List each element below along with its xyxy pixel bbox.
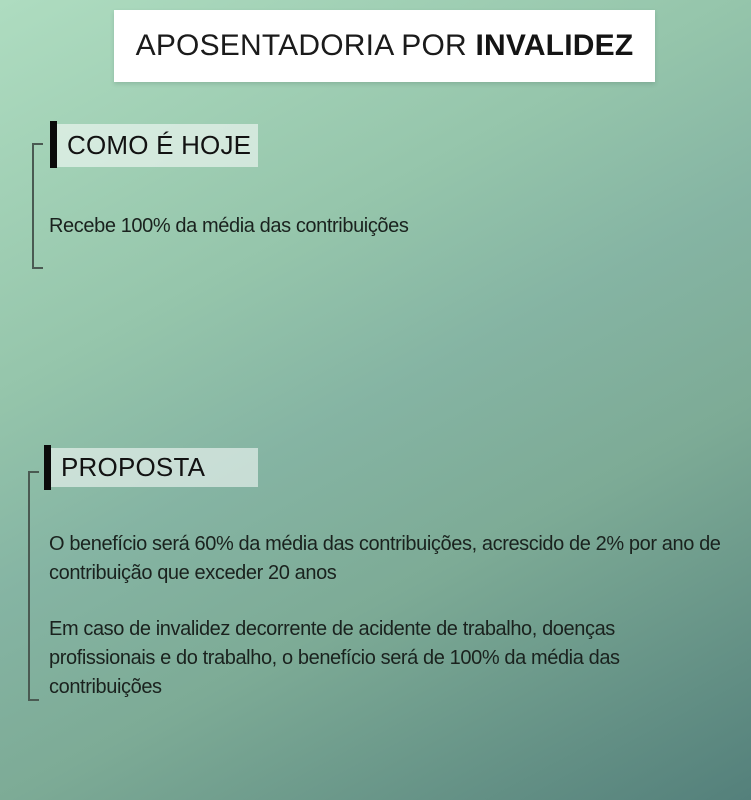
- section-bracket-line: [32, 143, 43, 269]
- page-title-regular: APOSENTADORIA POR: [135, 29, 476, 62]
- heading-accent-bar: [44, 445, 51, 490]
- section-paragraph: Recebe 100% da média das contribuições: [49, 215, 409, 237]
- section-heading-como-e-hoje: COMO É HOJE: [57, 124, 258, 167]
- section-heading-proposta: PROPOSTA: [51, 448, 258, 487]
- section-bracket-line: [28, 471, 39, 701]
- page-title: [136, 29, 634, 63]
- heading-accent-bar: [50, 121, 57, 168]
- section-paragraph: O benefício será 60% da média das contribuições, acrescido de 2% por ano de contribuição que exceder 20 anos: [49, 533, 721, 584]
- section-paragraph: Em caso de invalidez decorrente de acidente de trabalho, doenças profissionais e do trabalho, o benefício será de 100% da média das contribuições: [49, 618, 620, 698]
- section-body-como-e-hoje: [49, 212, 725, 241]
- title-banner: [114, 10, 655, 82]
- page-title-bold: INVALIDEZ: [475, 29, 634, 62]
- section-body-proposta: [49, 530, 725, 702]
